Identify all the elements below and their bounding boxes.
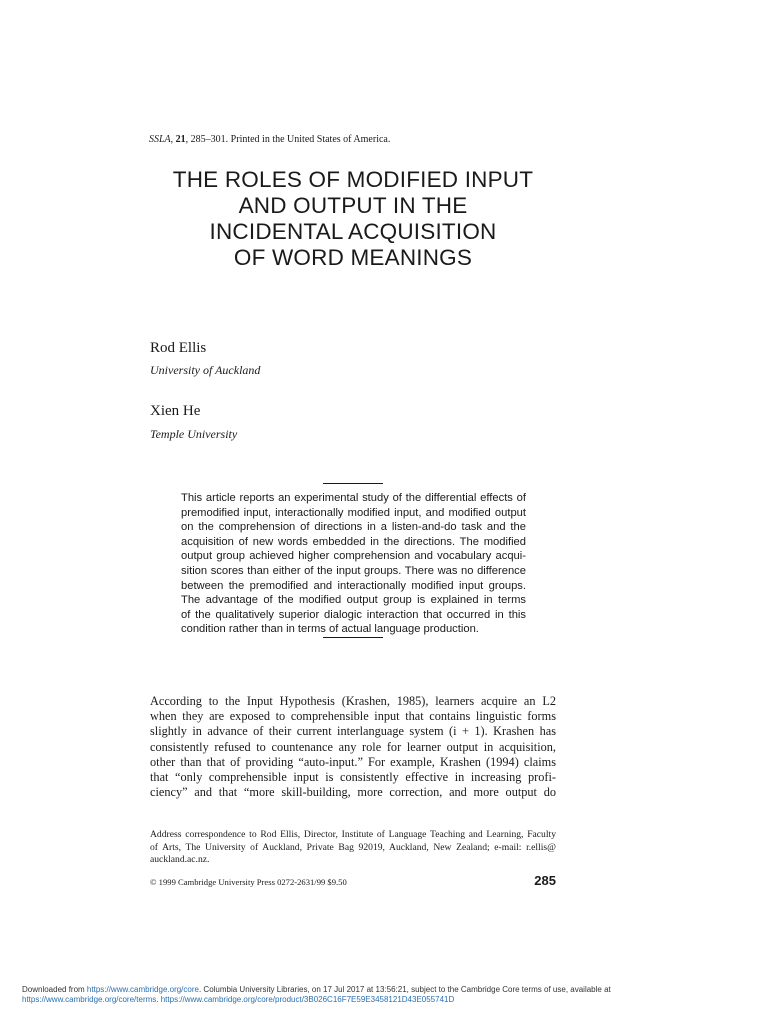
product-link[interactable]: https://www.cambridge.org/core/product/3B026C16F7E59E3458121D43E055741D (160, 995, 455, 1004)
body-line: other than that of providing “auto-input.” For example, Krashen (1994) claims (150, 754, 556, 769)
abstract-line: The advantage of the modified output group is explained in terms (181, 594, 526, 607)
copyright-notice: © 1999 Cambridge University Press 0272-2631/99 $9.50 (150, 877, 347, 887)
download-line-1 (22, 985, 611, 995)
article-title (140, 167, 566, 271)
journal-abbrev: SSLA (149, 134, 171, 145)
footnote-line: Address correspondence to Rod Ellis, Director, Institute of Language Teaching and Learning, Faculty (150, 829, 556, 840)
terms-link[interactable]: https://www.cambridge.org/core/terms (22, 995, 157, 1004)
title-line: AND OUTPUT IN THE (238, 193, 468, 218)
author-affiliation: Temple University (150, 427, 238, 441)
body-line: slightly in advance of their current interlanguage system (i + 1). Krashen has (150, 724, 556, 739)
footnote-line: of Arts, The University of Auckland, Private Bag 92019, Auckland, New Zealand; e-mail: r.ellis@ (150, 841, 556, 853)
abstract (181, 491, 526, 637)
title-line: THE ROLES OF MODIFIED INPUT (172, 167, 534, 192)
abstract-line: output group achieved higher comprehension and vocabulary acqui- (181, 550, 526, 563)
journal-volume: 21 (175, 134, 186, 145)
abstract-top-rule (323, 483, 383, 484)
author-name: Xien He (150, 403, 201, 419)
download-middle: . Columbia University Libraries, on 17 Jul 2017 at 13:56:21, subject to the Cambridge Core terms of use, available at (198, 985, 611, 994)
body-line: when they are exposed to comprehensible input that contains linguistic forms (150, 709, 556, 724)
body-line: that “only comprehensible input is consistently effective in increasing profi- (150, 770, 556, 785)
abstract-line: acquisition of new words embedded in the directions. The modified (181, 535, 526, 548)
body-line: According to the Input Hypothesis (Krashen, 1985), learners acquire an L2 (150, 694, 556, 708)
abstract-line: on the comprehension of directions in a listen-and-do task and the (181, 521, 526, 534)
journal-citation: SSLA, 21, 285–301. Printed in the United States of America. (149, 134, 391, 145)
abstract-bottom-rule (323, 637, 383, 638)
download-prefix: Downloaded from (22, 985, 87, 994)
abstract-line: between the premodified and interactionally modified input groups. (181, 579, 526, 592)
footnote-line: auckland.ac.nz. (150, 854, 210, 866)
correspondence-footnote (150, 829, 556, 867)
journal-pages: , 285–301. Printed in the United States of America. (185, 134, 391, 145)
author-affiliation: University of Auckland (150, 363, 261, 377)
download-sep: . (156, 995, 161, 1004)
abstract-line: sition scores than either of the input groups. There was no difference (181, 564, 526, 577)
body-line: ciency” and that “more skill-building, more correction, and more output do (150, 785, 556, 800)
author-name: Rod Ellis (150, 340, 207, 356)
body-paragraph (150, 694, 556, 800)
abstract-line: of the qualitatively superior dialogic interaction that occurred in this (181, 608, 526, 621)
abstract-line: condition rather than in terms of actual language production. (181, 623, 479, 636)
title-line: OF WORD MEANINGS (233, 245, 473, 270)
download-notice (22, 985, 611, 1005)
abstract-line: premodified input, interactionally modified input, and modified output (181, 506, 526, 519)
title-line: INCIDENTAL ACQUISITION (209, 219, 497, 244)
body-line: consistently refused to countenance any role for learner output in acquisition, (150, 739, 556, 754)
abstract-line: This article reports an experimental study of the differential effects of (181, 492, 526, 504)
download-line-2 (22, 995, 611, 1005)
cambridge-core-link[interactable]: https://www.cambridge.org/core (86, 985, 199, 994)
page-number: 285 (534, 873, 556, 888)
